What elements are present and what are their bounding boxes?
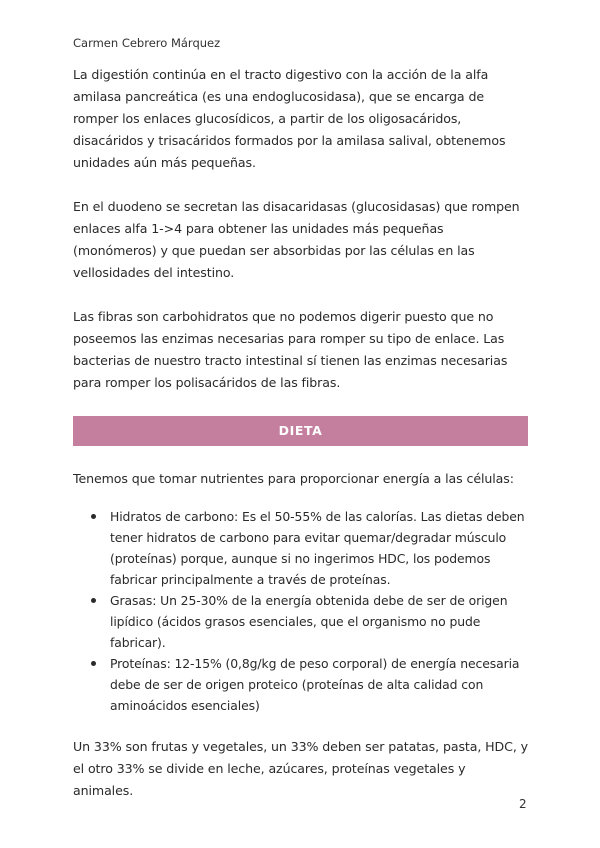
- list-item-hidratos: [73, 506, 528, 590]
- page-header-author: Carmen Cebrero Márquez: [73, 36, 221, 50]
- page-body: [73, 64, 528, 824]
- list-item-text: Grasas: Un 25-30% de la energía obtenida debe de ser de origen lipídico (ácidos grasos esenciales, que el organismo no pude fabricar).: [110, 593, 508, 650]
- bullet-dot-icon: [91, 598, 96, 603]
- list-item-text: Hidratos de carbono: Es el 50-55% de las calorías. Las dietas deben tener hidratos de carbono para evitar quemar/degradar músculo (proteínas) porque, aunque si no ingerimos HDC, los podemos fabricar principalmente a través de proteínas.: [110, 509, 525, 587]
- diet-intro-text: Tenemos que tomar nutrientes para proporcionar energía a las células:: [73, 471, 514, 486]
- list-item-proteinas: [73, 653, 528, 716]
- section-heading-dieta: DIETA: [73, 416, 528, 446]
- bullet-dot-icon: [91, 514, 96, 519]
- paragraph-fibras: Las fibras son carbohidratos que no podemos digerir puesto que no poseemos las enzimas necesarias para romper su tipo de enlace. Las bacterias de nuestro tracto intestinal sí tienen las enzimas necesarias para romper los polisacáridos de las fibras.: [73, 309, 508, 390]
- paragraph-digestion: La digestión continúa en el tracto digestivo con la acción de la alfa amilasa pancreática (es una endoglucosidasa), que se encarga de romper los enlaces glucosídicos, a partir de los oligosacáridos, disacáridos y trisacáridos formados por la amilasa salival, obtenemos unidades aún más pequeñas.: [73, 67, 506, 170]
- paragraph-proporciones: Un 33% son frutas y vegetales, un 33% deben ser patatas, pasta, HDC, y el otro 33% se divide en leche, azúcares, proteínas vegetales y animales.: [73, 739, 528, 798]
- page-number: 2: [519, 797, 527, 811]
- bullet-dot-icon: [91, 661, 96, 666]
- list-item-text: Proteínas: 12-15% (0,8g/kg de peso corporal) de energía necesaria debe de ser de origen proteico (proteínas de alta calidad con aminoácidos esenciales): [110, 656, 520, 713]
- list-item-grasas: [73, 590, 528, 653]
- nutrient-list: [73, 506, 528, 716]
- paragraph-duodeno: En el duodeno se secretan las disacaridasas (glucosidasas) que rompen enlaces alfa 1->4 para obtener las unidades más pequeñas (monómeros) y que puedan ser absorbidas por las células en las vellosidades del intestino.: [73, 199, 520, 280]
